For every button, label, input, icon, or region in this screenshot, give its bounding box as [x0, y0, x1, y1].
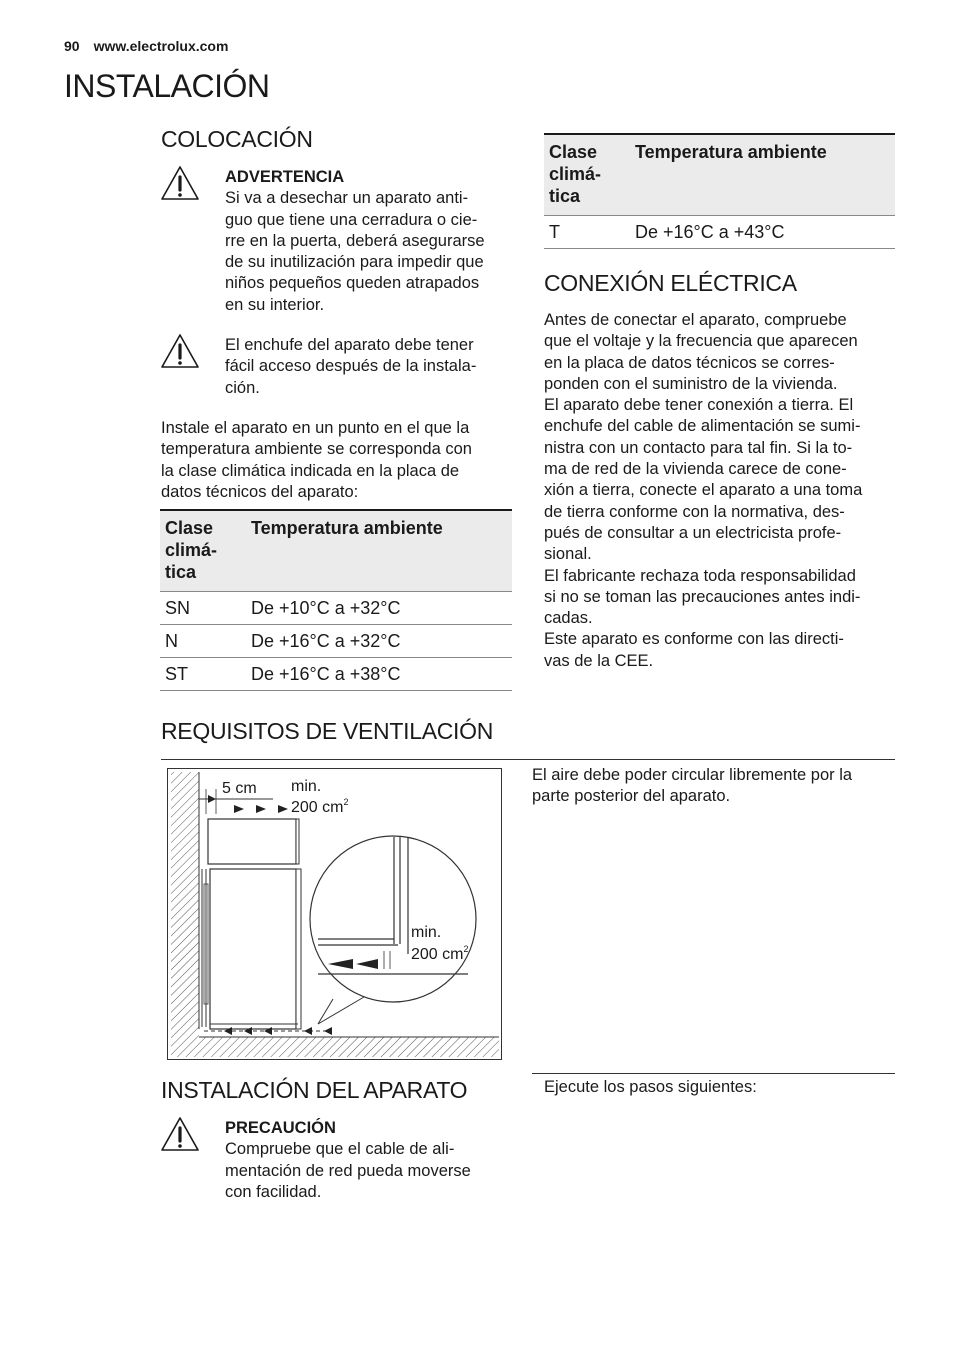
text-line: climá-	[165, 540, 218, 560]
table-header-temp	[630, 134, 895, 216]
caution-block	[160, 1118, 520, 1203]
text-line: Antes de conectar el aparato, compruebe	[544, 311, 847, 329]
text-line: pués de consultar a un electricista profe-	[544, 523, 842, 542]
warning-text	[225, 188, 485, 316]
text-line: El enchufe del aparato debe tener	[225, 336, 474, 354]
text-line: parte posterior del aparato.	[532, 787, 731, 806]
ventilacion-text	[532, 765, 897, 808]
instalacion-aparato-heading: INSTALACIÓN DEL APARATO	[161, 1077, 468, 1103]
table-header-class	[544, 134, 630, 216]
warning-block-1	[160, 167, 520, 316]
bottom-area-value-label: 200 $cm^2$	[411, 944, 469, 963]
ventilation-diagram	[167, 768, 502, 1060]
text-line: nistra con un contacto para tal fin. Si la to-	[544, 438, 853, 457]
caution-label: PRECAUCIÓN	[225, 1119, 336, 1137]
text-line: en la placa de datos técnicos se corres-	[544, 353, 835, 372]
text-line: mentación de red pueda moverse	[225, 1161, 471, 1180]
text-line: rre en la puerta, deberá asegurarse	[225, 231, 485, 250]
table-row: ST De +16°C a +38°C	[160, 658, 512, 691]
text-line: xión a tierra, conecte el aparato a una toma	[544, 481, 863, 500]
colocacion-heading: COLOCACIÓN	[161, 126, 313, 152]
text-line: Este aparato es conforme con las directi-	[544, 630, 844, 649]
text-line: guo que tiene una cerradura o cie-	[225, 210, 478, 229]
text-line: El fabricante rechaza toda responsabilidad	[544, 566, 856, 585]
ventilation-illustration	[168, 769, 501, 1059]
caution-text	[225, 1139, 471, 1203]
text-line: temperatura ambiente se corresponda con	[161, 440, 472, 459]
text-line: ponden con el suministro de la vivienda.	[544, 374, 838, 393]
bottom-area-min-label: min.	[411, 924, 442, 941]
text-line: El aparato debe tener conexión a tierra. El	[544, 396, 854, 415]
text-line: de tierra conforme con la normativa, des-	[544, 502, 845, 521]
text-line: ción.	[225, 378, 260, 397]
text-line: niños pequeños queden atrapados	[225, 274, 480, 293]
steps-intro: Ejecute los pasos siguientes:	[544, 1078, 757, 1096]
warning-triangle-icon	[160, 165, 200, 201]
text-line: tica	[549, 186, 581, 206]
table-header-class	[160, 510, 246, 592]
text-line: fácil acceso después de la instala-	[225, 357, 477, 376]
climate-class-table-t	[544, 133, 895, 249]
text-line: la clase climática indicada en la placa de	[161, 461, 460, 480]
table-header-temp	[246, 510, 512, 592]
top-area-value-label: 200 $cm^2$	[291, 797, 349, 816]
warning-label: ADVERTENCIA	[225, 168, 345, 186]
gap-label: 5 cm	[222, 780, 257, 797]
text-line: datos técnicos del aparato:	[161, 482, 359, 501]
text-line: que el voltaje y la frecuencia que aparecen	[544, 332, 858, 351]
text-line: climá-	[549, 164, 602, 184]
text-line: en su interior.	[225, 295, 325, 314]
text-line: Temperatura ambiente	[251, 518, 443, 538]
page-title: INSTALACIÓN	[64, 68, 270, 104]
ventilacion-heading: REQUISITOS DE VENTILACIÓN	[161, 718, 494, 744]
text-line: si no se toman las precauciones antes indi-	[544, 587, 861, 606]
text-line: tica	[165, 562, 197, 582]
text-line: Si va a desechar un aparato anti-	[225, 189, 469, 208]
top-area-min-label: min.	[291, 778, 322, 795]
warning-block-2	[160, 335, 520, 399]
climate-class-table	[160, 509, 512, 691]
text-line: con facilidad.	[225, 1182, 322, 1201]
text-line: ma de red de la vivienda carece de cone-	[544, 460, 847, 479]
conexion-text	[544, 310, 904, 672]
section-rule	[161, 759, 895, 760]
table-row: SN De +10°C a +32°C	[160, 592, 512, 625]
text-line: Instale el aparato en un punto en el que la	[161, 419, 470, 437]
conexion-heading: CONEXIÓN ELÉCTRICA	[544, 270, 797, 296]
text-line: Temperatura ambiente	[635, 142, 827, 162]
section-rule	[532, 1073, 895, 1074]
text-line: Clase	[165, 518, 214, 538]
warning-triangle-icon	[160, 333, 200, 369]
text-line: El aire debe poder circular libremente por la	[532, 766, 853, 784]
text-line: cadas.	[544, 609, 593, 628]
warning-triangle-icon	[160, 1116, 200, 1152]
text-line: sional.	[544, 545, 592, 564]
text-line: vas de la CEE.	[544, 651, 654, 670]
table-row: T De +16°C a +43°C	[544, 216, 895, 249]
text-line: Compruebe que el cable de ali-	[225, 1140, 455, 1159]
page-header	[64, 38, 228, 54]
text-line: Clase	[549, 142, 598, 162]
text-line: de su inutilización para impedir que	[225, 253, 484, 272]
page-number: 90	[64, 38, 80, 54]
warning-text	[225, 335, 476, 399]
site-url: www.electrolux.com	[93, 38, 229, 54]
colocacion-intro	[161, 418, 521, 503]
table-row: N De +16°C a +32°C	[160, 625, 512, 658]
text-line: enchufe del cable de alimentación se sumi-	[544, 417, 861, 436]
